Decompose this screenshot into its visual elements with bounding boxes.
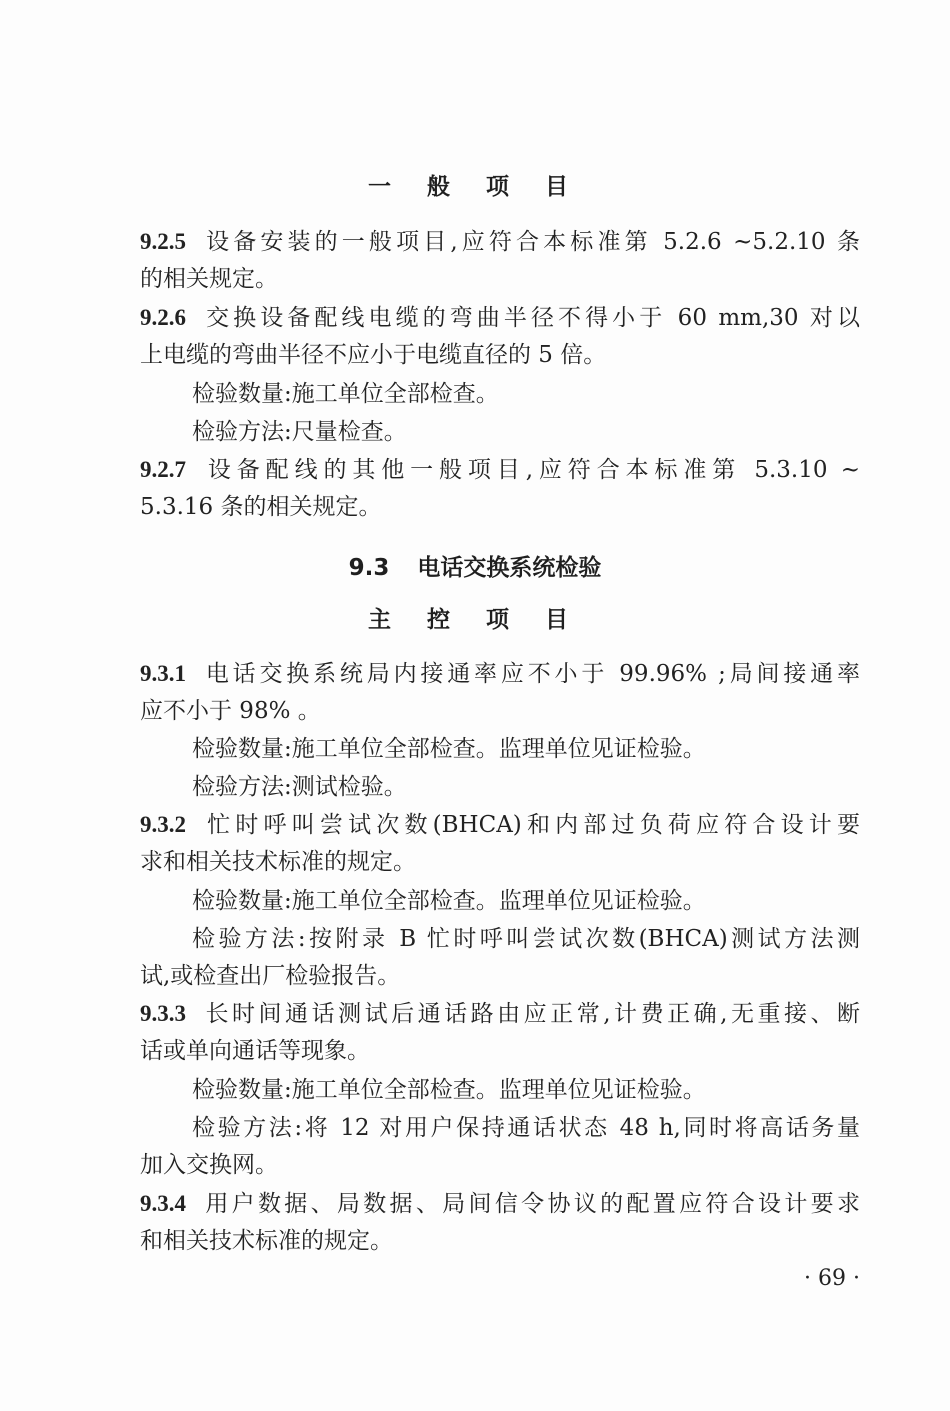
clause-text: 电话交换系统局内接通率应不小于 99.96% ;局间接通率	[202, 661, 860, 687]
inspection-quantity: 检验数量:施工单位全部检查。监理单位见证检验。	[192, 736, 706, 762]
clause-text: 用户数据、局数据、局间信令协议的配置应符合设计要求	[202, 1191, 860, 1217]
clause-925-line2: 的相关规定。	[140, 266, 278, 292]
clause-text: 设备安装的一般项目,应符合本标准第 5.2.6 ~5.2.10 条	[202, 229, 860, 255]
clause-933-line2: 话或单向通话等现象。	[140, 1038, 370, 1064]
clause-934-line1	[140, 1189, 860, 1219]
clause-text: 设备配线的其他一般项目,应符合本标准第 5.3.10 ~	[202, 457, 860, 483]
clause-text: 交换设备配线电缆的弯曲半径不得小于 60 mm,30 对以	[202, 305, 860, 331]
clause-number: 9.2.5	[140, 229, 186, 254]
clause-934-line2: 和相关技术标准的规定。	[140, 1228, 393, 1254]
clause-927-line2: 5.3.16 条的相关规定。	[140, 494, 382, 520]
inspection-quantity: 检验数量:施工单位全部检查。监理单位见证检验。	[192, 888, 706, 914]
clause-931-line2: 应不小于 98% 。	[140, 698, 321, 724]
clause-text: 长时间通话测试后通话路由应正常,计费正确,无重接、断	[202, 1001, 860, 1027]
section-number: 9.3	[348, 555, 390, 581]
clause-number: 9.3.2	[140, 812, 186, 837]
clause-932-line1	[140, 810, 860, 840]
inspection-method: 检验方法:按附录 B 忙时呼叫尝试次数(BHCA)测试方法测	[192, 926, 860, 952]
inspection-method: 检验方法:将 12 对用户保持通话状态 48 h,同时将高话务量	[192, 1115, 860, 1141]
clause-number: 9.3.3	[140, 1001, 186, 1026]
inspection-quantity: 检验数量:施工单位全部检查。	[192, 381, 499, 407]
clause-927-line1	[140, 455, 860, 485]
inspection-method: 检验方法:尺量检查。	[192, 419, 407, 445]
inspection-method: 检验方法:测试检验。	[192, 774, 407, 800]
inspection-method-continued: 试,或检查出厂检验报告。	[140, 963, 401, 989]
clause-text: 忙时呼叫尝试次数(BHCA)和内部过负荷应符合设计要	[202, 812, 860, 838]
clause-number: 9.2.6	[140, 305, 186, 330]
clause-number: 9.2.7	[140, 457, 186, 482]
heading-main-control-items: 主 控 项 目	[367, 607, 583, 633]
heading-general-items: 一 般 项 目	[367, 174, 583, 200]
section-title: 电话交换系统检验	[417, 555, 602, 581]
clause-number: 9.3.4	[140, 1191, 186, 1216]
inspection-quantity: 检验数量:施工单位全部检查。监理单位见证检验。	[192, 1077, 706, 1103]
clause-932-line2: 求和相关技术标准的规定。	[140, 849, 416, 875]
clause-925-line1	[140, 227, 860, 257]
clause-933-line1	[140, 999, 860, 1029]
clause-931-line1	[140, 659, 860, 689]
section-heading	[0, 549, 950, 582]
inspection-method-continued: 加入交换网。	[140, 1152, 278, 1178]
page-number: · 69 ·	[804, 1266, 860, 1291]
clause-number: 9.3.1	[140, 661, 186, 686]
clause-926-line1	[140, 303, 860, 333]
clause-926-line2: 上电缆的弯曲半径不应小于电缆直径的 5 倍。	[140, 342, 607, 368]
